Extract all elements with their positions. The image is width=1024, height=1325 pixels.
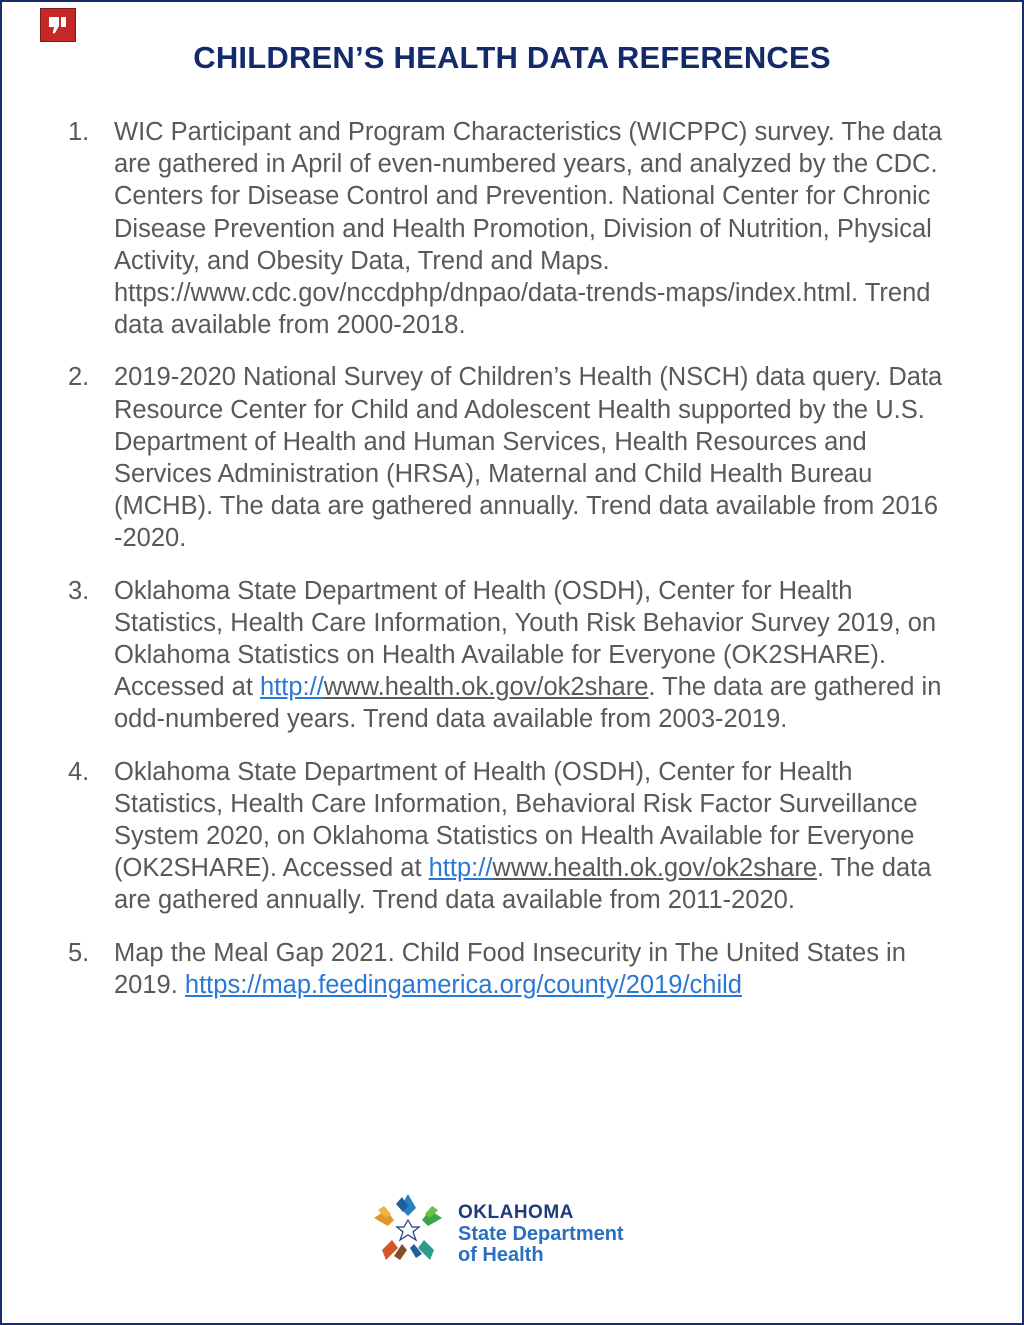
logo-line-of-health: of Health (458, 1244, 544, 1266)
reference-item-4 (68, 756, 968, 917)
reference-text-before: Oklahoma State Department of Health (OSDH), Center for Health Statistics, Health Care Information, Youth Risk Behavior Survey 2019, on Oklahoma Statistics on Health Available for Everyone (OK2SHARE). Accessed at (114, 576, 937, 702)
reference-text-before: Oklahoma State Department of Health (OSDH), Center for Health Statistics, Health Care Information, Behavioral Risk Factor Surveillance System 2020, on Oklahoma Statistics on Health Available for Everyone (OK2SHARE). Accessed at (114, 757, 918, 883)
reference-text: WIC Participant and Program Characteristics (WICPPC) survey. The data are gathered in April of even-numbered years, and analyzed by the CDC. Centers for Disease Control and Prevention. National Center for Chronic Disease Prevention and Health Promotion, Division of Nutrition, Physical Activity, and Obesity Data, Trend and Maps. https://www.cdc.gov/nccdphp/dnpao/data-trends-maps/index.html. Trend data available from 2000-2018. (114, 118, 943, 340)
ok2share-link-protocol[interactable]: http:// (260, 673, 324, 702)
reference-item-1 (68, 116, 968, 341)
reference-text-before: Map the Meal Gap 2021. Child Food Insecurity in The United States in 2019. (114, 938, 906, 999)
reference-number: 2. (68, 363, 90, 392)
osdh-logo (368, 1190, 668, 1270)
ok2share-link-url[interactable]: www.health.ok.gov/ok2share (323, 673, 649, 702)
reference-list (68, 116, 968, 1021)
reference-number: 4. (68, 757, 90, 786)
ok2share-link-protocol[interactable]: http:// (428, 854, 493, 883)
reference-text-after: . The data are gathered in odd-numbered years. Trend data available from 2003-2019. (114, 673, 942, 734)
logo-line-oklahoma: OKLAHOMA (458, 1202, 574, 1223)
page-title: CHILDREN’S HEALTH DATA REFERENCES (193, 40, 831, 75)
thumbs-down-icon (46, 13, 70, 37)
reference-number: 1. (68, 118, 90, 146)
reference-text: 2019-2020 National Survey of Children’s Health (NSCH) data query. Data Resource Center for Child and Adolescent Health supported by the U.S. Department of Health and Human Services, Health Resources and Services Administration (HRSA), Maternal and Child Health Bureau (MCHB). The data are gathered annually. Trend data available from 2016 -2020. (114, 363, 943, 553)
logo-wordmark (458, 1202, 624, 1266)
oklahoma-star-logo-icon (368, 1190, 448, 1270)
reference-item-3 (68, 575, 968, 736)
reference-item-5 (68, 937, 968, 1001)
feeding-america-link[interactable]: https://map.feedingamerica.org/county/2019/child (184, 970, 742, 999)
ok2share-link-url[interactable]: www.health.ok.gov/ok2share (492, 854, 818, 883)
reference-item-2 (68, 361, 968, 554)
logo-line-state-department: State Department (458, 1223, 624, 1245)
reference-number: 5. (68, 938, 90, 967)
reference-number: 3. (68, 576, 90, 605)
reference-text-after: . The data are gathered annually. Trend data available from 2011-2020. (114, 854, 932, 915)
feedback-button[interactable] (40, 8, 76, 42)
